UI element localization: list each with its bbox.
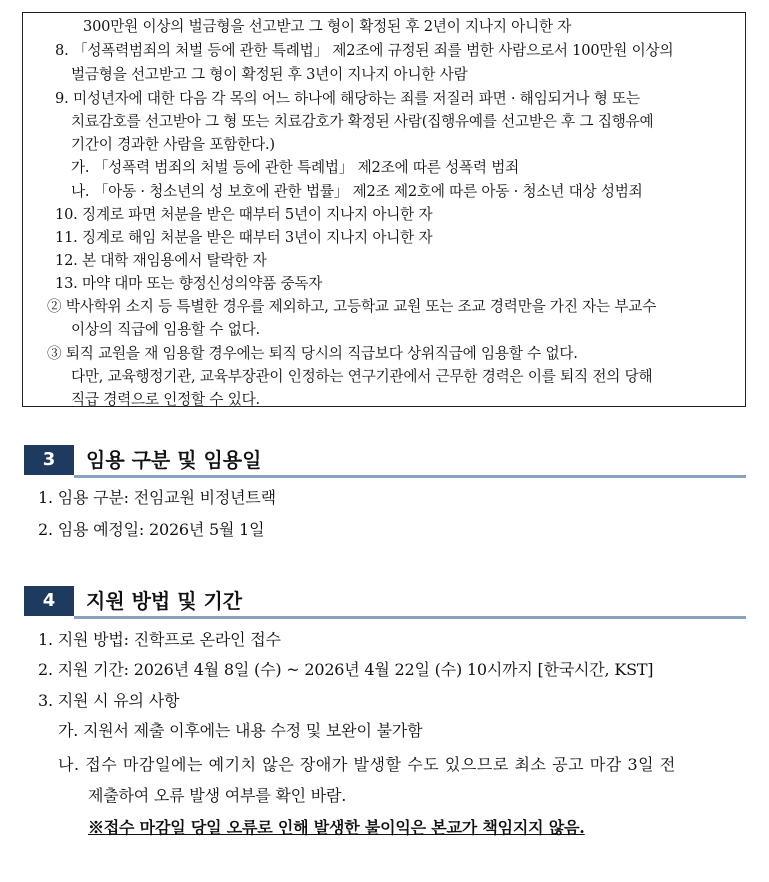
list-item: 제출하여 오류 발생 여부를 확인 바람. bbox=[88, 786, 347, 805]
list-item: 나. 접수 마감일에는 예기치 않은 장애가 발생할 수도 있으므로 최소 공고 마감 3일 전 bbox=[58, 755, 676, 774]
list-item: 1. 임용 구분: 전임교원 비정년트랙 bbox=[38, 488, 276, 507]
list-item: 가. 지원서 제출 이후에는 내용 수정 및 보완이 불가함 bbox=[58, 721, 423, 740]
box-line: ③ 퇴직 교원을 재 임용할 경우에는 퇴직 당시의 직급보다 상위직급에 임용할 수 없다. bbox=[47, 345, 578, 362]
box-line: 벌금형을 선고받고 그 형이 확정된 후 3년이 지나지 아니한 사람 bbox=[71, 66, 468, 83]
box-line: 직급 경력으로 인정할 수 있다. bbox=[71, 391, 260, 408]
box-line: 9. 미성년자에 대한 다음 각 목의 어느 하나에 해당하는 죄를 저질러 파면 · 해임되거나 형 또는 bbox=[55, 90, 640, 107]
section-rule bbox=[74, 616, 746, 619]
box-line: 나. 「아동 · 청소년의 성 보호에 관한 법률」 제2조 제2호에 따른 아동 · 청소년 대상 성범죄 bbox=[71, 183, 643, 200]
section-number-badge: 3 bbox=[24, 445, 74, 475]
box-line: 13. 마약 대마 또는 향정신성의약품 중독자 bbox=[55, 275, 323, 292]
box-line: 이상의 직급에 임용할 수 없다. bbox=[71, 321, 260, 338]
box-line: 기간이 경과한 사람을 포함한다.) bbox=[71, 136, 275, 153]
list-item: 2. 지원 기간: 2026년 4월 8일 (수) ~ 2026년 4월 22일 (수) 10시까지 [한국시간, KST] bbox=[38, 660, 654, 679]
list-item: 1. 지원 방법: 진학프로 온라인 접수 bbox=[38, 630, 281, 649]
section-4-header bbox=[24, 586, 746, 616]
box-line: 11. 징계로 해임 처분을 받은 때부터 3년이 지나지 아니한 자 bbox=[55, 229, 433, 246]
box-line: 12. 본 대학 재임용에서 탈락한 자 bbox=[55, 252, 267, 269]
box-line: 8. 「성폭력범죄의 처벌 등에 관한 특례법」 제2조에 규정된 죄를 범한 사람으로서 100만원 이상의 bbox=[55, 42, 674, 59]
list-item: 3. 지원 시 유의 사항 bbox=[38, 691, 180, 710]
box-line: 다만, 교육행정기관, 교육부장관이 인정하는 연구기관에서 근무한 경력은 이를 퇴직 전의 당해 bbox=[71, 368, 653, 385]
box-line: ② 박사학위 소지 등 특별한 경우를 제외하고, 고등학교 교원 또는 조교 경력만을 가진 자는 부교수 bbox=[47, 298, 657, 315]
section-title: 임용 구분 및 임용일 bbox=[86, 448, 262, 472]
section-number-badge: 4 bbox=[24, 586, 74, 616]
box-line: 10. 징계로 파면 처분을 받은 때부터 5년이 지나지 아니한 자 bbox=[55, 206, 433, 223]
section-3-header bbox=[24, 445, 746, 475]
box-line: 300만원 이상의 벌금형을 선고받고 그 형이 확정된 후 2년이 지나지 아니한 자 bbox=[83, 18, 572, 35]
warning-notice: ※접수 마감일 당일 오류로 인해 발생한 불이익은 본교가 책임지지 않음. bbox=[88, 818, 585, 837]
section-title: 지원 방법 및 기간 bbox=[86, 589, 243, 613]
eligibility-box bbox=[22, 12, 746, 407]
list-item: 2. 임용 예정일: 2026년 5월 1일 bbox=[38, 520, 265, 539]
box-line: 가. 「성폭력 범죄의 처벌 등에 관한 특례법」 제2조에 따른 성폭력 범죄 bbox=[71, 159, 520, 176]
box-line: 치료감호를 선고받아 그 형 또는 치료감호가 확정된 사람(집행유예를 선고받은 후 그 집행유예 bbox=[71, 113, 654, 130]
section-rule bbox=[74, 475, 746, 478]
